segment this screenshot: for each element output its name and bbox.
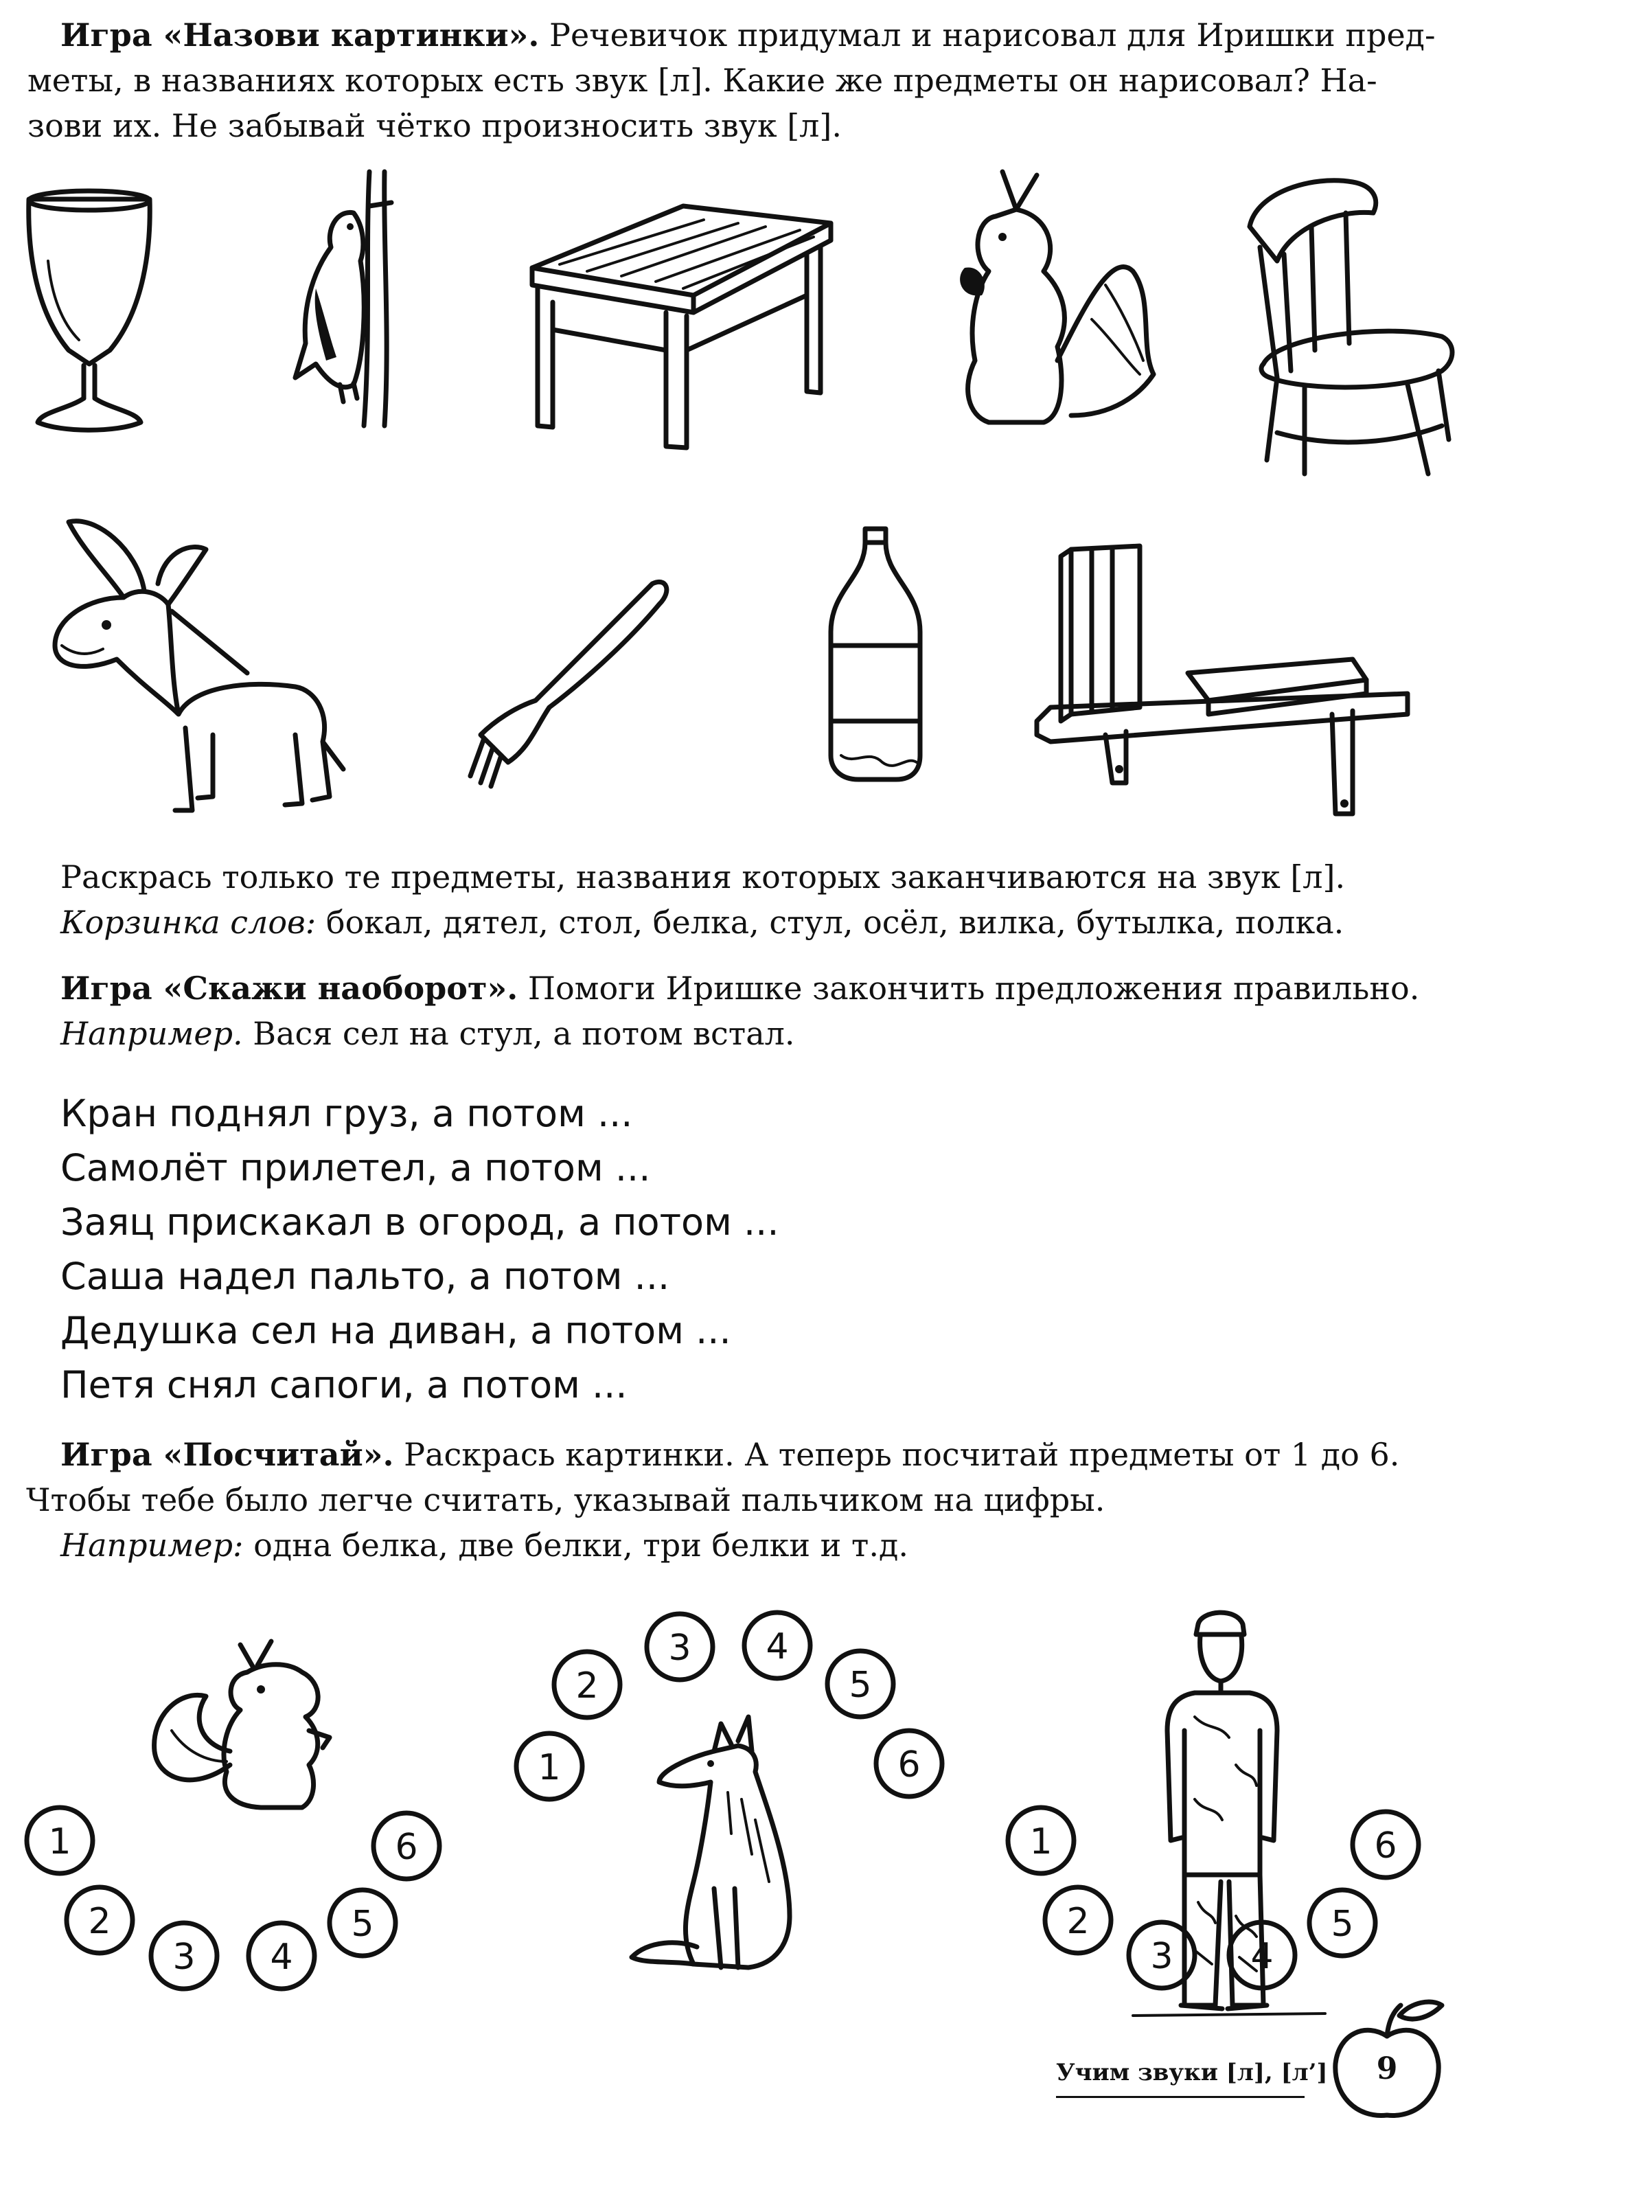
donkey-icon [41,508,357,817]
number-circle[interactable] [374,1813,439,1879]
footer-section-title: Учим звуки [л], [л’] [1056,2059,1328,2086]
basket-label: Корзинка слов: [60,904,317,941]
number-label: 4 [270,1937,293,1978]
number-circle[interactable] [1045,1887,1111,1953]
number-label: 4 [766,1626,789,1667]
page-number: 9 [1376,2051,1398,2086]
task2-paragraph [60,966,1626,1056]
task3-example-label: Например: [60,1527,244,1564]
counting-group-soldier [1008,1612,1419,2016]
sentence-6: Петя снял сапоги, а потом ... [60,1363,628,1406]
number-circle[interactable] [67,1887,133,1953]
sentence-list [60,1086,1159,1412]
sentence-1: Кран поднял груз, а потом ... [60,1092,633,1135]
fork-icon [467,570,673,790]
number-label: 6 [1374,1825,1397,1867]
color-task-paragraph [60,854,1626,945]
number-label: 3 [172,1937,196,1978]
task3-line1: Раскрась картинки. А теперь посчитай предметы от 1 до 6. [393,1436,1400,1473]
chair-icon [1236,172,1462,481]
task2-example-label: Например. [60,1015,243,1052]
basket-words: бокал, дятел, стол, белка, стул, осёл, вилка, бутылка, полка. [316,904,1344,941]
color-task-line1: Раскрась только те предметы, названия которых заканчиваются на звук [л]. [60,858,1346,896]
number-label: 2 [1066,1901,1090,1942]
number-circle[interactable] [1309,1890,1375,1956]
task1-line2: меты, в названиях которых есть звук [л]. Какие же предметы он нарисовал? На- [27,62,1377,99]
task1-line1: Речевичок придумал и нарисовал для Иришки пред- [539,16,1436,54]
number-label: 5 [849,1665,872,1706]
number-circle[interactable] [249,1923,314,1989]
task3-example-text: одна белка, две белки, три белки и т.д. [243,1527,908,1564]
number-label: 2 [575,1665,599,1707]
task2-example-text: Вася сел на стул, а потом встал. [242,1015,795,1052]
number-circle[interactable] [1353,1812,1419,1878]
sentence-4: Саша надел пальто, а потом ... [60,1255,670,1298]
number-label: 1 [1029,1821,1053,1862]
number-label: 6 [897,1744,921,1786]
task3-paragraph [26,1432,1626,1568]
number-label: 2 [88,1901,111,1942]
number-circle[interactable] [744,1612,810,1678]
bookshelf-icon [1030,543,1414,831]
task3-title: Игра «Посчитай». [60,1436,394,1473]
task1-line3: зови их. Не забывай чётко произносить звук [л]. [27,107,842,144]
task2-title: Игра «Скажи наоборот». [60,970,518,1007]
number-circle[interactable] [330,1890,395,1956]
number-circle[interactable] [27,1808,93,1873]
task2-rest: Помоги Иришке закончить предложения правильно. [518,970,1420,1007]
number-circle[interactable] [827,1651,893,1717]
bottle-icon [821,522,930,790]
number-circle[interactable] [151,1923,217,1989]
task1-paragraph [27,12,1626,148]
number-circle[interactable] [647,1614,713,1680]
woodpecker-icon [288,165,398,433]
counting-group-squirrel [27,1641,439,1989]
counting-group-wolf [516,1612,942,1968]
number-label: 3 [668,1628,691,1669]
goblet-icon [21,185,158,440]
task3-line2: Чтобы тебе было легче считать, указывай пальчиком на цифры. [26,1481,1105,1518]
number-label: 5 [351,1904,374,1945]
counting-area [0,1593,1652,2019]
number-label: 6 [395,1827,418,1868]
number-circle[interactable] [554,1652,620,1718]
footer-underline [1056,2096,1305,2098]
number-label: 5 [1331,1904,1354,1945]
squirrel-icon [934,168,1167,436]
number-label: 3 [1150,1936,1173,1977]
number-circle[interactable] [516,1733,582,1799]
table-icon [518,199,841,453]
squirrel-icon [154,1641,330,1808]
number-label: 1 [48,1821,71,1862]
number-circle[interactable] [876,1731,942,1797]
sentence-2: Самолёт прилетел, а потом ... [60,1146,651,1189]
apple-icon [1325,1995,1449,2125]
wolf-icon [632,1717,790,1968]
sentence-5: Дедушка сел на диван, а потом ... [60,1309,731,1352]
task1-title: Игра «Назови картинки». [60,16,540,54]
sentence-3: Заяц прискакал в огород, а потом ... [60,1200,779,1244]
number-label: 1 [538,1747,561,1788]
number-label: 4 [1250,1936,1274,1977]
number-circle[interactable] [1008,1808,1074,1873]
